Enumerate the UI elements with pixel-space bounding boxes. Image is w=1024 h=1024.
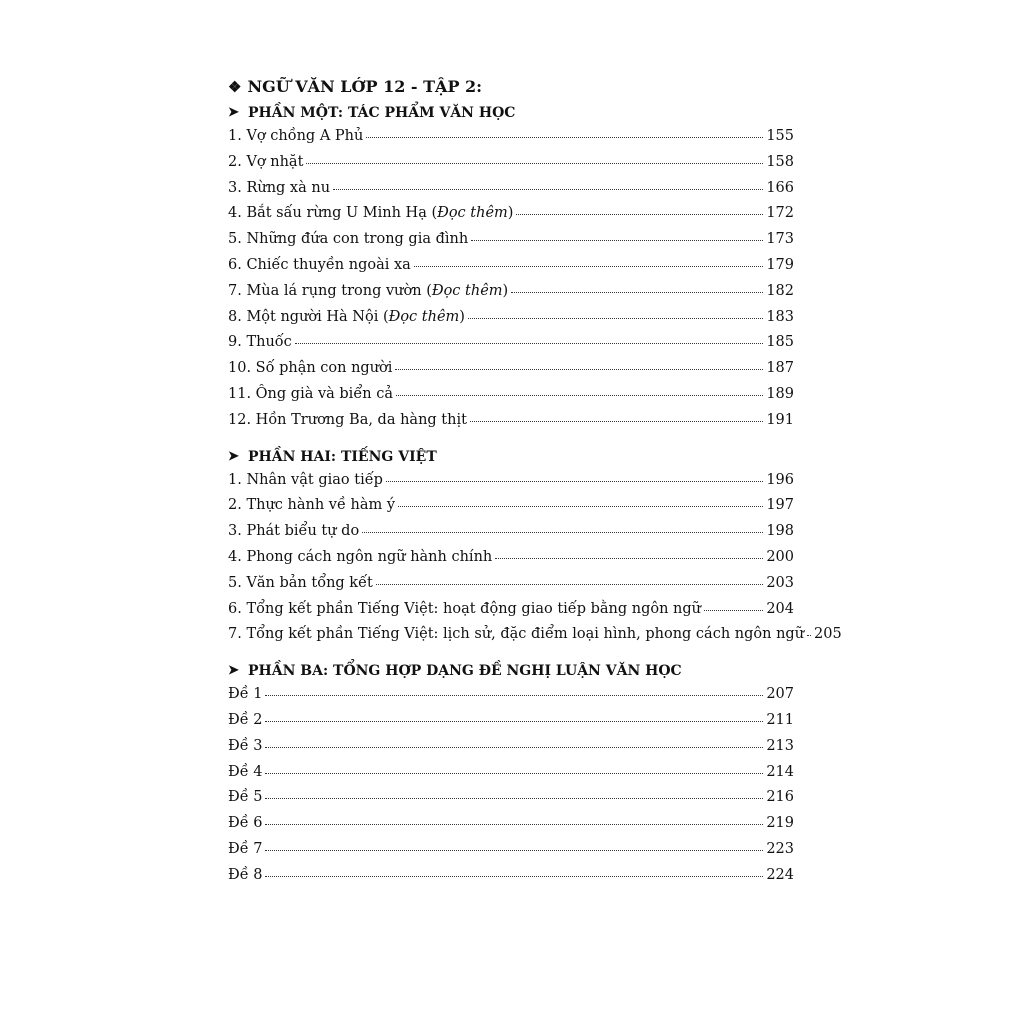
entry-text: Đề 5: [228, 789, 263, 806]
toc-entry[interactable]: [228, 686, 794, 712]
page-number: 211: [766, 711, 794, 728]
toc-entry[interactable]: [228, 523, 794, 549]
toc-entry[interactable]: [228, 360, 794, 386]
toc-title-text: NGỮ VĂN LỚP 12 - TẬP 2:: [247, 77, 483, 96]
dot-leader: [807, 635, 811, 636]
dot-leader: [265, 876, 763, 877]
toc-entry-title: [228, 764, 262, 780]
page-number: 191: [766, 411, 794, 428]
page-number: 183: [766, 308, 794, 325]
toc-entry-title: [228, 257, 411, 273]
toc-entry[interactable]: [228, 334, 794, 360]
page-number: 189: [766, 385, 794, 402]
toc-entry[interactable]: [228, 712, 794, 738]
entry-text: 4. Bắt sấu rừng U Minh Hạ (: [228, 205, 438, 222]
toc-entry[interactable]: [228, 626, 842, 652]
dot-leader: [398, 506, 763, 507]
arrowhead-icon: ➤: [228, 105, 239, 120]
page-number: 187: [766, 360, 794, 377]
toc-entry-title: [228, 309, 465, 325]
toc-entry[interactable]: [228, 205, 794, 231]
dot-leader: [495, 558, 763, 559]
page-number: 172: [766, 205, 794, 222]
dot-leader: [468, 318, 763, 319]
dot-leader: [265, 695, 763, 696]
page-number: 179: [766, 256, 794, 273]
page-number: 158: [766, 153, 794, 170]
entry-text: 4. Phong cách ngôn ngữ hành chính: [228, 548, 493, 565]
toc-entry[interactable]: [228, 764, 794, 790]
dot-leader: [265, 850, 763, 851]
entry-text-suffix: ): [502, 282, 509, 299]
page-number: 203: [766, 574, 794, 591]
entry-text: 2. Vợ nhặt: [228, 153, 304, 170]
entry-note: Đọc thêm: [437, 205, 508, 222]
dot-leader: [265, 747, 763, 748]
toc-entry-title: [228, 575, 373, 591]
toc-entry-title: [228, 154, 303, 170]
entry-text: 3. Rừng xà nu: [228, 179, 331, 196]
toc-entry[interactable]: [228, 180, 794, 206]
page-number: 213: [766, 737, 794, 754]
toc-entry-title: [228, 867, 262, 883]
toc-entry-title: [228, 738, 262, 754]
page-number: 219: [766, 815, 794, 832]
entry-text: 9. Thuốc: [228, 334, 292, 351]
section-heading: [228, 446, 794, 468]
toc-entry-title: [228, 815, 262, 831]
arrowhead-icon: ➤: [228, 448, 239, 464]
entry-text: 8. Một người Hà Nội (: [228, 308, 389, 325]
section-heading: [228, 660, 794, 682]
toc-entry-title: [228, 841, 262, 857]
toc-entry[interactable]: [228, 386, 794, 412]
toc-entry[interactable]: [228, 601, 794, 627]
entry-text: 5. Văn bản tổng kết: [228, 574, 373, 591]
dot-leader: [516, 214, 763, 215]
toc-entry[interactable]: [228, 257, 794, 283]
page-number: 182: [766, 282, 794, 299]
dot-leader: [396, 395, 763, 396]
toc-entry-title: [228, 686, 262, 702]
dot-leader: [265, 721, 763, 722]
page-number: 198: [766, 523, 794, 540]
page-number: 200: [766, 548, 794, 565]
entry-text: 12. Hồn Trương Ba, da hàng thịt: [228, 411, 467, 428]
page-number: 214: [766, 763, 794, 780]
dot-leader: [366, 137, 763, 138]
toc-entry-title: [228, 283, 508, 299]
toc-entry[interactable]: [228, 867, 794, 893]
entry-text: Đề 7: [228, 840, 263, 857]
toc-entry-title: [228, 386, 393, 402]
toc-entry-title: [228, 205, 513, 221]
dot-leader: [704, 610, 763, 611]
entry-text: Đề 4: [228, 763, 263, 780]
dot-leader: [386, 481, 763, 482]
toc-entry[interactable]: [228, 841, 794, 867]
toc-entry[interactable]: [228, 283, 794, 309]
toc-entry[interactable]: [228, 738, 794, 764]
toc-entry[interactable]: [228, 497, 794, 523]
toc-entry[interactable]: [228, 575, 794, 601]
page-number: 224: [766, 866, 794, 883]
dot-leader: [265, 773, 763, 774]
toc-entry-title: [228, 180, 330, 196]
page-number: 197: [766, 497, 794, 514]
dot-leader: [265, 798, 763, 799]
page-number: 204: [766, 600, 794, 617]
entry-text: Đề 1: [228, 686, 263, 703]
page-number: 205: [814, 626, 842, 643]
toc-entry-title: [228, 497, 395, 513]
dot-leader: [333, 189, 763, 190]
entry-note: Đọc thêm: [388, 308, 460, 325]
section-heading-text: PHẦN MỘT: TÁC PHẨM VĂN HỌC: [248, 105, 516, 121]
toc-entry-title: [228, 601, 701, 617]
page-number: 216: [766, 789, 794, 806]
toc-entry[interactable]: [228, 309, 794, 335]
entry-text: Đề 3: [228, 737, 263, 754]
page-number: 196: [766, 471, 794, 488]
toc-entry-title: [228, 789, 262, 805]
toc-title: [228, 74, 794, 100]
toc-entry[interactable]: [228, 154, 794, 180]
dot-leader: [295, 343, 764, 344]
toc-entry[interactable]: [228, 472, 794, 498]
entry-text: 7. Tổng kết phần Tiếng Việt: lịch sử, đặc điểm loại hình, phong cách ngôn ngữ: [228, 626, 805, 643]
toc-entry-title: [228, 523, 359, 539]
toc-entry-title: [228, 626, 804, 642]
page-number: 173: [766, 231, 794, 248]
dot-leader: [414, 266, 764, 267]
page-number: 166: [766, 179, 794, 196]
entry-text: 7. Mùa lá rụng trong vườn (: [228, 282, 432, 299]
toc-entry[interactable]: [228, 549, 794, 575]
dot-leader: [376, 584, 763, 585]
entry-text: 6. Tổng kết phần Tiếng Việt: hoạt động giao tiếp bằng ngôn ngữ: [228, 600, 702, 617]
toc-entry-title: [228, 472, 383, 488]
entry-text: Đề 2: [228, 711, 263, 728]
page-number: 185: [766, 334, 794, 351]
dot-leader: [470, 421, 763, 422]
dot-leader: [265, 824, 763, 825]
entry-note: Đọc thêm: [431, 282, 503, 299]
entry-text: 1. Vợ chồng A Phủ: [228, 128, 364, 144]
entry-text: 1. Nhân vật giao tiếp: [228, 471, 383, 488]
toc-entry-title: [228, 712, 262, 728]
page-number: 207: [766, 686, 794, 703]
toc-entry[interactable]: [228, 789, 794, 815]
dot-leader: [362, 532, 763, 533]
page-number: 155: [766, 128, 794, 144]
dot-leader: [395, 369, 763, 370]
toc-entry[interactable]: [228, 128, 794, 154]
toc-entry-title: [228, 360, 392, 376]
entry-text: 6. Chiếc thuyền ngoài xa: [228, 256, 411, 273]
dot-leader: [511, 292, 763, 293]
entry-text: 10. Số phận con người: [228, 360, 393, 377]
dot-leader: [306, 163, 763, 164]
section-heading: [228, 102, 794, 124]
toc-entry[interactable]: [228, 815, 794, 841]
toc-entry-title: [228, 128, 363, 144]
entry-text-suffix: ): [459, 308, 465, 325]
four-diamond-icon: ❖: [228, 78, 242, 96]
toc-entry-title: [228, 334, 292, 350]
entry-text: 5. Những đứa con trong gia đình: [228, 231, 469, 248]
toc-entry-title: [228, 412, 467, 428]
toc-sections: [228, 102, 842, 893]
entry-text-suffix: ): [507, 205, 514, 222]
entry-text: 2. Thực hành về hàm ý: [228, 497, 396, 514]
toc-entry[interactable]: [228, 412, 794, 438]
page-number: 223: [766, 840, 794, 857]
toc-entry-title: [228, 549, 492, 565]
section-heading-text: PHẦN BA: TỔNG HỢP DẠNG ĐỀ NGHỊ LUẬN VĂN HỌC: [248, 663, 682, 680]
arrowhead-icon: ➤: [228, 663, 239, 679]
section-heading-text: PHẦN HAI: TIẾNG VIỆT: [248, 448, 437, 465]
entry-text: 11. Ông già và biển cả: [228, 385, 393, 402]
toc-entry-title: [228, 231, 468, 247]
table-of-contents: [228, 74, 842, 893]
entry-text: Đề 8: [228, 866, 263, 883]
toc-entry[interactable]: [228, 231, 794, 257]
entry-text: Đề 6: [228, 815, 263, 832]
entry-text: 3. Phát biểu tự do: [228, 523, 360, 540]
dot-leader: [471, 240, 763, 241]
